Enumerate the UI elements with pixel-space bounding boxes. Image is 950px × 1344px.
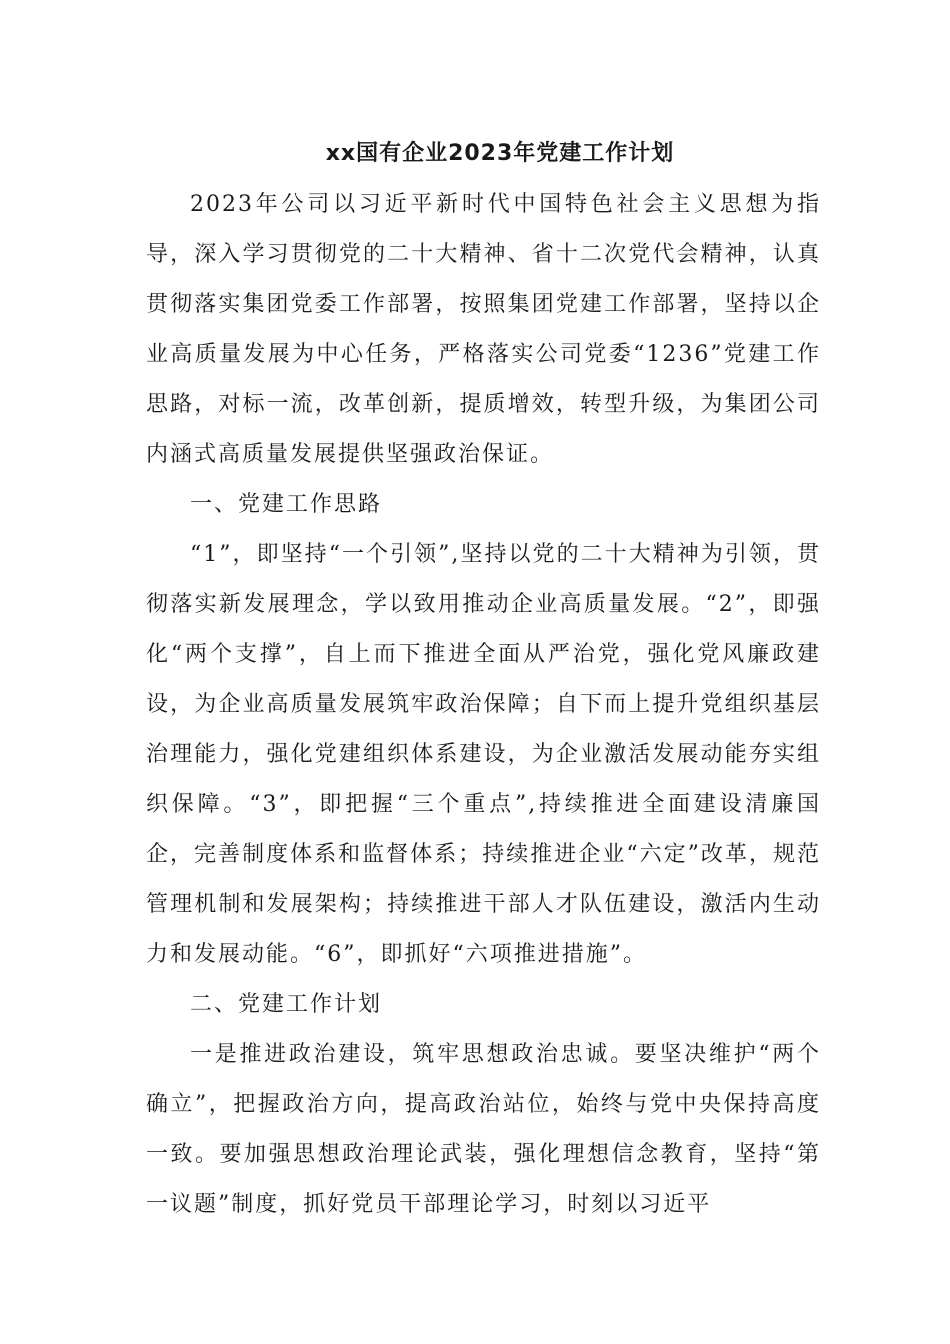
section-2-paragraph: 一是推进政治建设，筑牢思想政治忠诚。要坚决维护“两个确立”，把握政治方向，提高政治站位，始终与党中央保持高度一致。要加强思想政治理论武装，强化理想信念教育，坚持“第一议题”制度，抓好党员干部理论学习，时刻以习近平 <box>146 1042 821 1217</box>
document-title: xx国有企业2023年党建工作计划 <box>325 141 675 166</box>
section-heading-1: 一、党建工作思路 <box>190 492 383 517</box>
section-heading-2: 二、党建工作计划 <box>190 992 383 1017</box>
section-1-paragraph: “1”，即坚持“一个引领”,坚持以党的二十大精神为引领，贯彻落实新发展理念，学以致用推动企业高质量发展。“2”，即强化“两个支撑”，自上而下推进全面从严治党，强化党风廉政建设，为企业高质量发展筑牢政治保障；自下而上提升党组织基层治理能力，强化党建组织体系建设，为企业激活发展动能夯实组织保障。“3”，即把握“三个重点”,持续推进全面建设清廉国企，完善制度体系和监督体系；持续推进企业“六定”改革，规范管理机制和发展架构；持续推进干部人才队伍建设，激活内生动力和发展动能。“6”，即抓好“六项推进措施”。 <box>146 542 821 967</box>
intro-paragraph: 2023年公司以习近平新时代中国特色社会主义思想为指导，深入学习贯彻党的二十大精神、省十二次党代会精神，认真贯彻落实集团党委工作部署，按照集团党建工作部署，坚持以企业高质量发展为中心任务，严格落实公司党委“1236”党建工作思路，对标一流，改革创新，提质增效，转型升级，为集团公司内涵式高质量发展提供坚强政治保证。 <box>146 192 821 467</box>
document-body <box>146 180 821 1230</box>
